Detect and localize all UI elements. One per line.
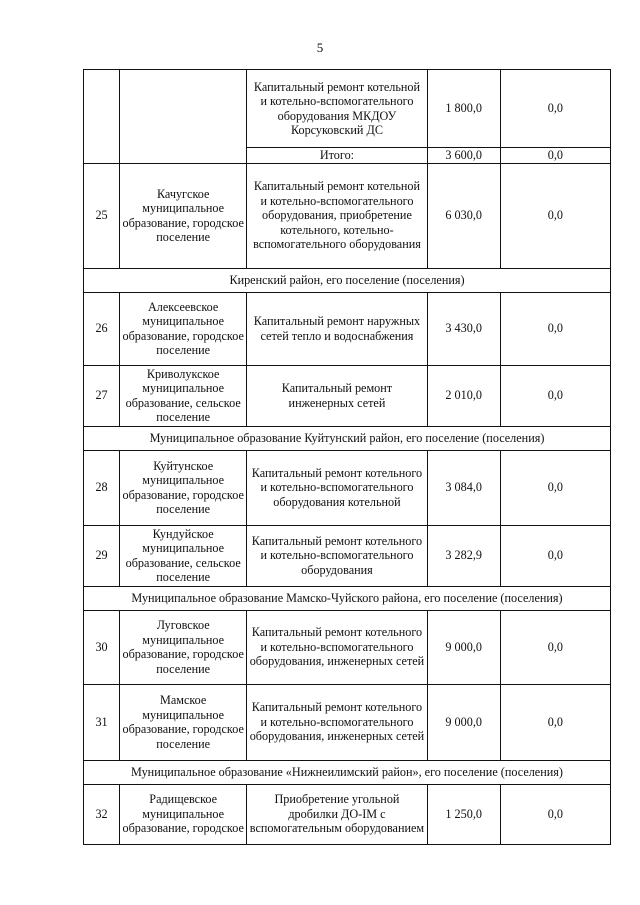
value-cell: 0,0	[500, 292, 610, 365]
value-cell: 0,0	[500, 365, 610, 426]
row-number: 31	[84, 684, 120, 760]
section-row	[84, 586, 611, 610]
section-title: Муниципальное образование Куйтунский район, его поселение (поселения)	[84, 426, 611, 450]
table-row	[84, 525, 611, 586]
table-row	[84, 292, 611, 365]
municipality-name: Криволукское муниципальное образование, сельское поселение	[120, 365, 247, 426]
work-description: Капитальный ремонт котельной и котельно-вспомогательного оборудования МКДОУ Корсуковский ДС	[247, 70, 427, 148]
row-number	[84, 70, 120, 164]
amount-cell: 3 282,9	[427, 525, 500, 586]
table-row	[84, 684, 611, 760]
table-row	[84, 450, 611, 525]
municipality-name: Качугское муниципальное образование, городское поселение	[120, 163, 247, 268]
table-row	[84, 163, 611, 268]
municipality-name: Куйтунское муниципальное образование, городское поселение	[120, 450, 247, 525]
row-number: 27	[84, 365, 120, 426]
total-value: 0,0	[500, 148, 610, 164]
amount-cell: 2 010,0	[427, 365, 500, 426]
row-number: 30	[84, 610, 120, 684]
row-number: 25	[84, 163, 120, 268]
page-number: 5	[316, 40, 324, 55]
row-number: 32	[84, 784, 120, 844]
funding-table	[83, 69, 611, 845]
work-description: Капитальный ремонт наружных сетей тепло и водоснабжения	[247, 292, 427, 365]
work-description: Капитальный ремонт инженерных сетей	[247, 365, 427, 426]
row-number: 29	[84, 525, 120, 586]
municipality-name: Луговское муниципальное образование, городское поселение	[120, 610, 247, 684]
municipality-name: Кундуйское муниципальное образование, сельское поселение	[120, 525, 247, 586]
work-description: Капитальный ремонт котельного и котельно-вспомогательного оборудования, инженерных сетей	[247, 610, 427, 684]
work-description: Приобретение угольной дробилки ДО-IM с вспомогательным оборудованием	[247, 784, 427, 844]
amount-cell: 1 800,0	[427, 70, 500, 148]
amount-cell: 1 250,0	[427, 784, 500, 844]
value-cell: 0,0	[500, 70, 610, 148]
value-cell: 0,0	[500, 684, 610, 760]
value-cell: 0,0	[500, 525, 610, 586]
amount-cell: 3 430,0	[427, 292, 500, 365]
amount-cell: 6 030,0	[427, 163, 500, 268]
total-amount: 3 600,0	[427, 148, 500, 164]
table-row	[84, 610, 611, 684]
municipality-name: Радищевское муниципальное образование, городское	[120, 784, 247, 844]
amount-cell: 9 000,0	[427, 684, 500, 760]
row-number: 26	[84, 292, 120, 365]
value-cell: 0,0	[500, 163, 610, 268]
work-description: Капитальный ремонт котельной и котельно-вспомогательного оборудования, приобретение котельного, котельно-вспомогательного оборудования	[247, 163, 427, 268]
section-title: Муниципальное образование «Нижнеилимский район», его поселение (поселения)	[84, 760, 611, 784]
section-title: Муниципальное образование Мамско-Чуйского района, его поселение (поселения)	[84, 586, 611, 610]
table-row	[84, 365, 611, 426]
section-title: Киренский район, его поселение (поселения)	[84, 268, 611, 292]
value-cell: 0,0	[500, 450, 610, 525]
section-row	[84, 760, 611, 784]
section-row	[84, 426, 611, 450]
table-row	[84, 70, 611, 148]
municipality-name: Алексеевское муниципальное образование, городское поселение	[120, 292, 247, 365]
municipality-name: Мамское муниципальное образование, городское поселение	[120, 684, 247, 760]
value-cell: 0,0	[500, 610, 610, 684]
section-row	[84, 268, 611, 292]
work-description: Капитальный ремонт котельного и котельно-вспомогательного оборудования	[247, 525, 427, 586]
amount-cell: 3 084,0	[427, 450, 500, 525]
work-description: Капитальный ремонт котельного и котельно-вспомогательного оборудования, инженерных сетей	[247, 684, 427, 760]
municipality-name	[120, 70, 247, 164]
row-number: 28	[84, 450, 120, 525]
amount-cell: 9 000,0	[427, 610, 500, 684]
total-label: Итого:	[247, 148, 427, 164]
table-row	[84, 784, 611, 844]
work-description: Капитальный ремонт котельного и котельно-вспомогательного оборудования котельной	[247, 450, 427, 525]
value-cell: 0,0	[500, 784, 610, 844]
